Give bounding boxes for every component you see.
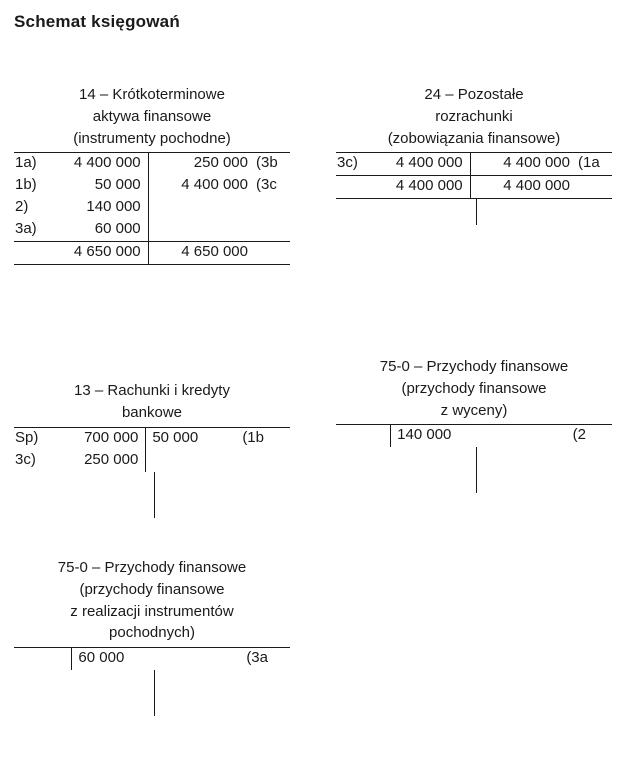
t-account-14-heading-line-1: 14 – Krótkoterminowe (79, 86, 225, 103)
table-total-row (336, 176, 612, 199)
t-account-13-heading-line-1: 13 – Rachunki i kredyty (74, 382, 230, 399)
t-account-14-heading (14, 84, 290, 152)
t-account-750-realizacja-heading-line-4: pochodnych) (109, 624, 195, 642)
credit-label: (1b (228, 427, 290, 450)
total-debit-label (14, 242, 49, 265)
debit-amount: 60 000 (49, 219, 148, 242)
credit-amount: 60 000 (72, 648, 232, 671)
t-account-750-wycena-heading (336, 356, 612, 424)
t-account-750-realizacja-heading-line-2: (przychody finansowe (79, 580, 225, 598)
credit-amount: 250 000 (148, 153, 254, 176)
t-account-750-wycena-heading-line-3: z wyceny) (440, 401, 508, 419)
table-row (14, 175, 290, 197)
t-account-750-wycena-heading-line-2: (przychody finansowe (401, 379, 547, 397)
t-account-14-heading-line-2: aktywa finansowe (92, 107, 212, 125)
t-account-750-realizacja-heading-line-3: z realizacji instrumentów (70, 602, 234, 620)
t-account-750-realizacja-heading-line-1: 75-0 – Przychody finansowe (57, 559, 247, 576)
total-debit-label (336, 176, 371, 199)
credit-label (254, 197, 290, 219)
t-account-750-wycena (336, 356, 612, 447)
debit-amount: 4 400 000 (49, 153, 148, 176)
t-account-750-realizacja (14, 557, 290, 670)
t-account-13-heading (14, 380, 290, 427)
total-credit-amount: 4 400 000 (470, 176, 576, 199)
debit-label: 3c) (336, 153, 371, 176)
t-account-14 (14, 84, 290, 265)
table-total-row (14, 242, 290, 265)
t-account-13-table (14, 427, 290, 472)
t-account-14-table (14, 152, 290, 265)
t-account-24-heading-line-3: (zobowiązania finansowe) (387, 129, 561, 147)
credit-amount: 50 000 (146, 427, 228, 450)
debit-amount: 140 000 (86, 198, 141, 216)
credit-amount (146, 450, 228, 472)
table-row (14, 427, 290, 450)
t-account-750-wycena-table (336, 424, 612, 447)
debit-amount: 4 400 000 (371, 153, 470, 176)
page-title: Schemat księgowań (14, 12, 180, 31)
t-account-24-heading-line-1: 24 – Pozostałe (424, 86, 524, 103)
t-account-24 (336, 84, 612, 199)
debit-label: Sp) (14, 427, 49, 450)
debit-amount (371, 425, 391, 448)
credit-label: (2 (550, 425, 612, 448)
total-credit-label (254, 242, 290, 265)
table-row (14, 648, 290, 671)
t-account-24-heading-line-2: rozrachunki (435, 107, 513, 125)
table-row (14, 219, 290, 242)
credit-amount (148, 219, 254, 242)
debit-amount: 50 000 (94, 176, 141, 194)
debit-amount: 700 000 (49, 427, 146, 450)
debit-amount (49, 648, 72, 671)
t-account-750-realizacja-table (14, 647, 290, 670)
total-debit-amount: 4 400 000 (371, 176, 470, 199)
table-row (14, 450, 290, 472)
debit-label: 2) (15, 198, 29, 216)
debit-label: 3a) (14, 219, 49, 242)
total-credit-amount: 4 650 000 (148, 242, 254, 265)
table-row (14, 153, 290, 176)
debit-amount: 250 000 (84, 450, 139, 468)
t-account-750-wycena-heading-line-1: 75-0 – Przychody finansowe (379, 358, 569, 375)
credit-label (254, 219, 290, 242)
table-row (14, 197, 290, 219)
t-account-24-table (336, 152, 612, 199)
t-account-24-heading (336, 84, 612, 152)
t-account-13-heading-line-2: bankowe (121, 403, 183, 421)
credit-label: (1a (576, 153, 612, 176)
t-account-750-realizacja-heading (14, 557, 290, 647)
t-account-14-heading-line-3: (instrumenty pochodne) (73, 129, 231, 147)
credit-label: (3a (232, 648, 290, 671)
total-debit-amount: 4 650 000 (49, 242, 148, 265)
credit-label: (3c (256, 176, 277, 194)
credit-amount: 4 400 000 (148, 175, 254, 197)
debit-label (336, 425, 371, 448)
credit-amount: 4 400 000 (470, 153, 576, 176)
credit-label (228, 450, 290, 472)
total-credit-label (576, 176, 612, 199)
debit-label (14, 648, 49, 671)
table-row (336, 425, 612, 448)
credit-label: (3b (254, 153, 290, 176)
table-row (336, 153, 612, 176)
debit-label: 3c) (15, 450, 36, 468)
credit-amount (148, 197, 254, 219)
t-account-13 (14, 380, 290, 472)
debit-label: 1a) (14, 153, 49, 176)
credit-amount: 140 000 (391, 425, 550, 448)
debit-label: 1b) (15, 176, 37, 194)
